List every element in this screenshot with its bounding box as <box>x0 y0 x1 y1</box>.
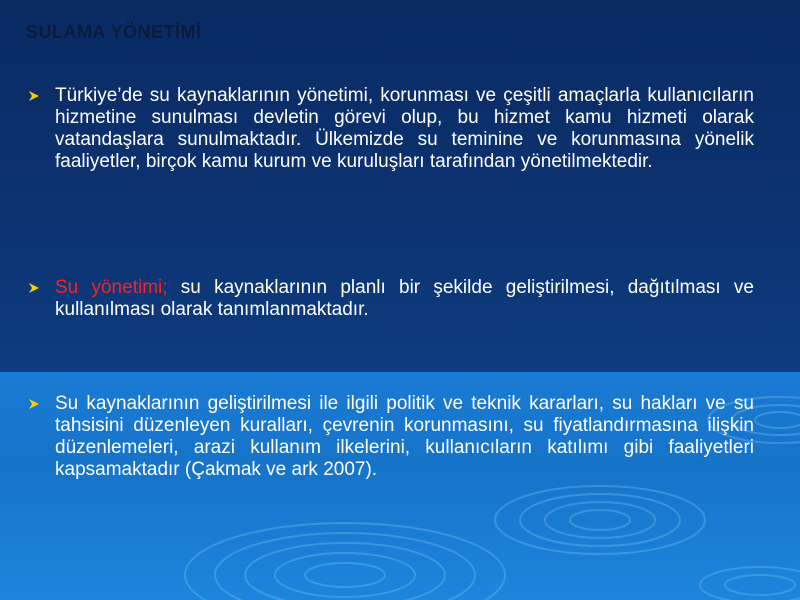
highlighted-term: Su yönetimi; <box>55 277 168 298</box>
bullet-text <box>55 277 754 321</box>
bullet-text-rest: su kaynaklarının planlı bir şekilde geliştirilmesi, dağıtılması ve kullanılması olarak tanımlanmaktadır. <box>55 277 754 320</box>
arrow-bullet-icon <box>28 398 40 410</box>
bullet-item <box>28 393 754 481</box>
slide-title: SULAMA YÖNETİMİ <box>26 22 202 42</box>
bullet-text: Türkiye’de su kaynaklarının yönetimi, korunması ve çeşitli amaçlarla kullanıcıların hizmetine sunulması devletin görevi olup, bu hizmet kamu hizmeti olarak vatandaşlara sunulmaktadır. Ülkemizde su teminine ve korunmasına yönelik faaliyetler, birçok kamu kurum ve kuruluşları tarafından yönetilmektedir. <box>55 85 754 172</box>
arrow-bullet-icon <box>28 90 40 102</box>
bullet-text: Su kaynaklarının geliştirilmesi ile ilgili politik ve teknik kararları, su hakları ve su tahsisini düzenleyen kuralları, çevrenin korunmasını, su fiyatlandırmasına ilişkin düzenlemeleri, arazi kullanım ilkelerini, kullanıcıların katılımı gibi faaliyetleri kapsamaktadır (Çakmak ve ark 2007). <box>55 393 754 480</box>
bullet-item <box>28 85 754 173</box>
arrow-bullet-icon <box>28 282 40 294</box>
bullet-item <box>28 277 754 321</box>
